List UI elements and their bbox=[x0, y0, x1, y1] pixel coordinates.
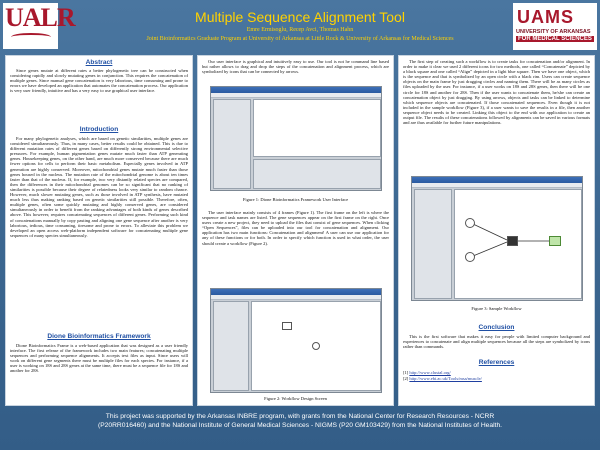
references-heading: References bbox=[478, 359, 515, 366]
reference-number: [1] bbox=[403, 370, 409, 375]
figure1-menubar bbox=[211, 93, 381, 98]
figure3-sequence-18s bbox=[465, 218, 475, 228]
framework-heading: Dione Bioinformatics Framework bbox=[47, 333, 151, 340]
ualr-logo-text: UALR bbox=[5, 3, 75, 32]
conclusion-heading: Conclusion bbox=[478, 324, 515, 331]
reference-number: [2] bbox=[403, 376, 409, 381]
poster-authors: Emre Ermisoglu, Recep Avci, Thomas Hahn bbox=[246, 27, 354, 33]
abstract-heading: Abstract bbox=[85, 59, 113, 66]
figure1-main-frame bbox=[253, 99, 381, 157]
column-left bbox=[5, 55, 193, 406]
reference-item bbox=[403, 376, 590, 382]
reference-link[interactable]: http://www.ebi.ac.uk/Tools/msa/muscle/ bbox=[409, 376, 482, 381]
figure2-caption: Figure 2: Workflow Design Screen bbox=[264, 396, 327, 401]
figure3-sequence-28s bbox=[465, 252, 475, 262]
figure3-concatenate-node bbox=[507, 236, 518, 246]
figure2-design-canvas bbox=[251, 301, 381, 391]
conclusion-text: This is the first software that makes it easy for people with limited computer background and experiences to concatenate and align multiple sequences because all the steps are symbolized by icons rather than commands. bbox=[403, 334, 590, 350]
figure3-screenshot bbox=[411, 176, 583, 301]
workflow-text: The first step of creating such a workflow is to create tasks for concatenation and/or alignment. In order to make it clear we used 2 different icons for two methods, one called “Concatenate” depicted by a black square and one called “Align” depicted in a light blue square. Then we have one object, which is the sequence and that is symbolized by an open circle with a black rim. Users can create sequence objects on the main frame by just dragging circles and naming them. There will be as many circles as files uploaded by the user. For instance, if a user works on 18S and 28S genes, then there will be one circle for 18S and another for 28S. Then if the user wants to concatenate them, he/she can create an concatenation object by just dragging. By using arrows, objects and tasks can be linked to determine which sequence objects are concatenated. If those concatenated sequences. Even though it is not included in the sample workflow (Figure 3), if a user wants to save the results in a file, then another sequence object needs to be created. Linking this object to the end with our application to create an output file. The results of these concatenations followed by alignments can be saved in various formats and are thus available for further future manipulations. bbox=[403, 59, 590, 126]
figure2-left-frame bbox=[213, 301, 249, 391]
uams-logo-text: UAMS bbox=[517, 7, 574, 27]
uams-logo-line1: UNIVERSITY OF ARKANSAS bbox=[516, 29, 591, 35]
column-middle bbox=[197, 55, 394, 406]
introduction-heading: Introduction bbox=[79, 126, 119, 133]
references-list bbox=[403, 370, 590, 382]
ui-body-text: The user interface mainly consists of 4 frames (Figure 1). The first frame on the left is where the sequence and task names are listed. The gene sequences appear on the first frame on the right. Once users create a new project, they need to upload the files that consist of gene sequences. When clicking “Open Sequences”, files can be uploaded into our tool for concatenation and alignment. Our application has two main functions: Concatenation and alignment! A user can use our application for any of these functions or for both. In order to specify which function is used in what order, the user should create a workflow (Figure 2). bbox=[202, 210, 389, 246]
figure2-sequence-node bbox=[312, 342, 320, 350]
figure1-caption: Figure 1: Dione Bioinformatics Framework User Interface bbox=[242, 197, 349, 202]
framework-text: Dione Bioinformatics Frame is a web-based application that was designed as a user friendly interface. The first release of the framework includes two main features; concatenating multiple sequences and performing sequence alignments. It accepts text files as input. Since users will work on different gene segments there must be multiple files for each species. For instance, if a user is working on 18S and 28S genes at the same time, there must be a sequence file for 18S and another for 28S. bbox=[10, 343, 188, 374]
figure1-bottom-frame bbox=[253, 159, 381, 189]
figure1-left-frame bbox=[213, 99, 251, 189]
figure3-left-frame bbox=[414, 189, 452, 299]
funding-line1: This project was supported by the Arkansas INBRE program, with grants from the National Center for Research Resources - NCRR bbox=[105, 413, 495, 420]
introduction-text: For many phylogenetic analyses, which are based on genetic similarities, multiple genes are considered simultaneously. Thus, in many cases, better results could be obtained. This is due to different mutation rates of different genes based on differently strong environmental selective pressures. For example, human pigmentation genes mutate much faster than ATP generating genes. Housekeeping genes, on the other hand, are much more conserved because there are much fewer options for cells to perform their basic metabolism. Especially genes involved in ATP generation are highly conserved. Moreover, mitochondrial genes mutate much faster than those genes housed in the nucleus. The mutation rate of the mitochondrial genome is about ten times faster than that of the nucleus. If, for example, two very distantly related species are compared, then the differences in their mitochondrial genomes can be so significant that no ranking of similarities is possible because their degree of relatedness looks very similar to random chance. However, much slower mutating genes, such as those involved in ATP synthesis, have mutated much less thus making ranking based on genetic similarities still possible. Therefore, often, multiple genes, often some quickly mutating and highly conserved genes, are considered simultaneously in order to benefit from the ranking advantages of both kinds of genes described above. This however, requires concatenating sequences of different genes. Performing such kind of concatenations manually by copy pasting and aligning one gene sequence after another is very laborious, tedious, time consuming, tiresome and prone to errors. To alleviate this problem we developed an open access web-platform independent software for concatenating multiple gene sequences of many species simultaneously. bbox=[10, 136, 188, 238]
figure2-screenshot bbox=[210, 288, 382, 393]
figure1-screenshot bbox=[210, 86, 382, 191]
ualr-logo bbox=[3, 3, 75, 49]
ui-intro-text: Our user interface is graphical and intuitively easy to use. Our tool is not he command line based but rather allows to drag and drop the steps of the concatenation and alignment process, which are symbolized by icons that can be connected by arrows. bbox=[202, 59, 389, 75]
figure3-align-node bbox=[549, 236, 561, 246]
figure3-menubar bbox=[412, 183, 582, 188]
funding-acknowledgement bbox=[10, 413, 590, 430]
figure3-workflow-links bbox=[455, 190, 581, 298]
figure2-task-node bbox=[282, 322, 292, 330]
uams-logo bbox=[513, 3, 597, 50]
abstract-text: Since genes mutate at different rates a better phylogenetic tree can be constructed when considering rapidly and slowly mutating genes in conjunction. This requires the concatenation of multiple genes. Since manual gene concatenation is very laborious, time consuming and prone to errors we have developed an application that automates the concatenation process. Our application is very user friendly, intuitive and has a very easy to use graphical user interface. bbox=[10, 68, 188, 94]
reference-link[interactable]: http://www.clustal.org/ bbox=[409, 370, 451, 375]
column-right bbox=[398, 55, 595, 406]
poster-affiliation: Joint Bioinformatics Graduate Program at University of Arkansas at Little Rock & University of Arkansas for Medical Sciences bbox=[146, 36, 454, 42]
ualr-logo-swoosh bbox=[11, 33, 51, 41]
figure3-caption: Figure 3: Sample Workflow bbox=[471, 306, 522, 311]
figure3-workflow-canvas bbox=[454, 189, 582, 299]
uams-logo-line2: FOR MEDICAL SCIENCES bbox=[518, 36, 592, 42]
funding-line2: (P20RR016460) and the National Institute of General Medical Sciences - NIGMS (P20 GM103429) from the National Institutes of Health. bbox=[97, 421, 503, 429]
poster-title: Multiple Sequence Alignment Tool bbox=[195, 9, 405, 25]
figure2-menubar bbox=[211, 295, 381, 300]
